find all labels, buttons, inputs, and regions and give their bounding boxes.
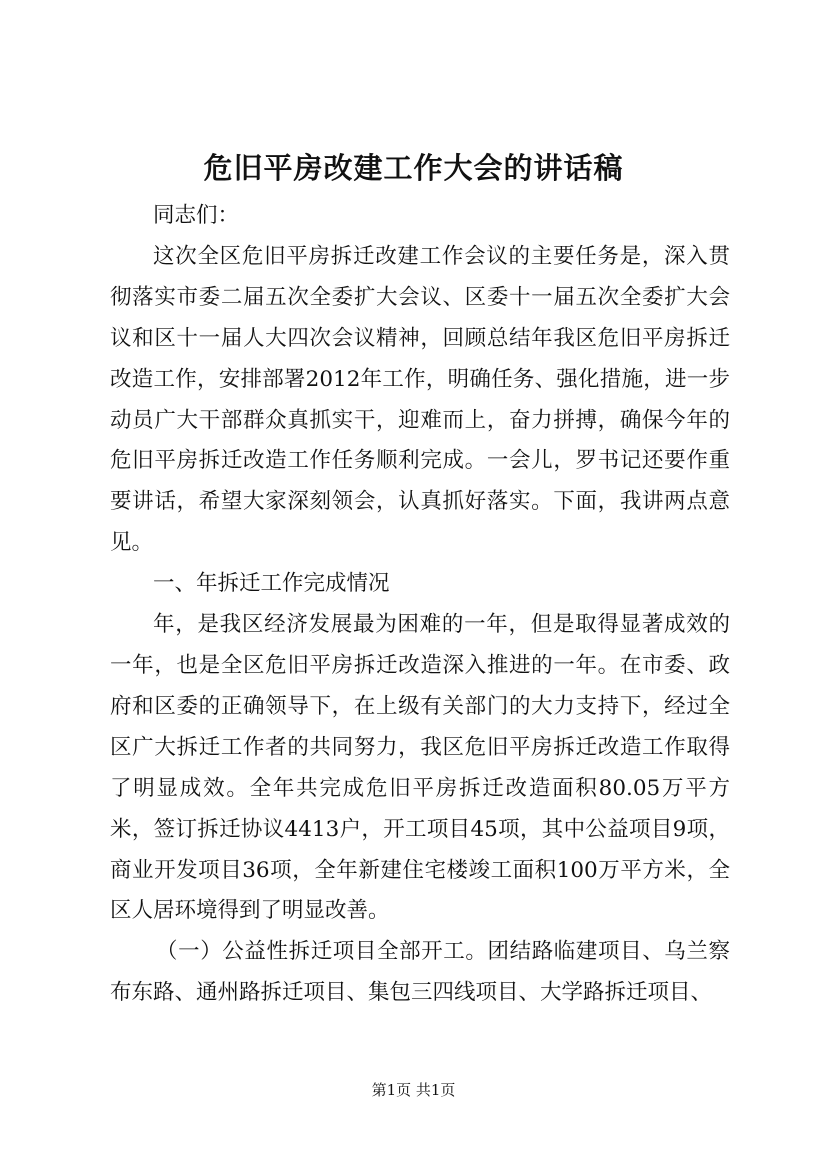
paragraph-intro: 这次全区危旧平房拆迁改建工作会议的主要任务是，深入贯彻落实市委二届五次全委扩大会议、区委十一届五次全委扩大会议和区十一届人大四次会议精神，回顾总结年我区危旧平房拆迁改造工作，安排部署2012年工作，明确任务、强化措施，进一步动员广大干部群众真抓实干，迎难而上，奋力拼搏，确保今年的危旧平房拆迁改造工作任务顺利完成。一会儿，罗书记还要作重要讲话，希望大家深刻领会，认真抓好落实。下面，我讲两点意见。 (110, 243, 730, 556)
document-title: 危旧平房改建工作大会的讲话稿 (203, 151, 624, 185)
section-heading: 一、年拆迁工作完成情况 (153, 571, 390, 597)
greeting: 同志们： (153, 203, 240, 228)
paragraph-summary: 年，是我区经济发展最为困难的一年，但是取得显著成效的一年，也是全区危旧平房拆迁改造深入推进的一年。在市委、政府和区委的正确领导下，在上级有关部门的大力支持下，经过全区广大拆迁工作者的共同努力，我区危旧平房拆迁改造工作取得了明显成效。全年共完成危旧平房拆迁改造面积80.05万平方米，签订拆迁协议4413户，开工项目45项，其中公益项目9项，商业开发项目36项，全年新建住宅楼竣工面积100万平方米，全区人居环境得到了明显改善。 (110, 612, 730, 924)
paragraph-subsection: （一）公益性拆迁项目全部开工。团结路临建项目、乌兰察布东路、通州路拆迁项目、集包三四线项目、大学路拆迁项目、 (110, 939, 730, 1006)
page-footer: 第1页 共1页 (371, 1081, 456, 1099)
document-body (110, 196, 730, 1014)
